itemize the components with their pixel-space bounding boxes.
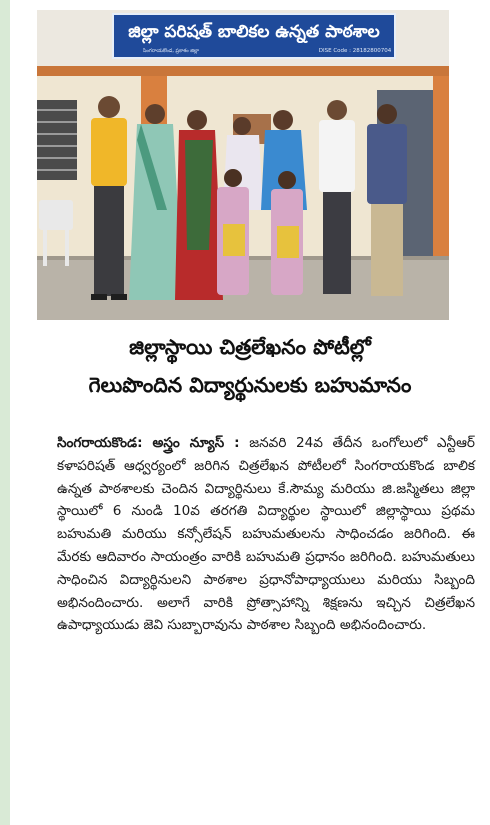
person-figure xyxy=(367,104,407,296)
article-body xyxy=(57,432,475,637)
dateline: సింగరాయకొండ: అస్త్రం న్యూస్ : xyxy=(57,435,240,451)
headline-line-2: గెలుపొందిన విద్యార్థునులకు బహుమానం xyxy=(88,373,412,397)
person-figure xyxy=(91,96,127,300)
page-margin-strip xyxy=(0,0,10,825)
headline-line-1: జిల్లాస్థాయి చిత్రలేఖనం పోటీల్లో xyxy=(129,335,371,359)
school-sign-text: జిల్లా పరిషత్ బాలికల ఉన్నత పాఠశాల xyxy=(128,22,380,42)
article-paragraph: జనవరి 24వ తేదీన ఒంగోలులో ఎన్టీఆర్ కళాపరిషత్ ఆధ్వర్యంలో జరిగిన చిత్రలేఖన పోటీలలో సింగరాయకొండ బాలిక ఉన్నత పాఠశాలకు చెందిన విద్యార్థినులు కే.సౌమ్య మరియు జి.జస్మితలు జిల్లా స్థాయిలో 6 నుండి 10వ తరగతి విద్యార్థుల స్థాయిలో జిల్లాస్థాయి ప్రథమ బహుమతి మరియు కన్సోలేషన్ బహుమతులను సాధించడం జరిగింది. ఈ మేరకు ఆదివారం సాయంత్రం వారికి బహుమతి ప్రధానం జరిగింది. బహుమతులు సాధించిన విద్యార్థినులని పాఠశాల ప్రధానోపాధ్యాయులు మరియు సిబ్బంది అభినందించారు. అలాగే వారికి ప్రోత్సాహాన్ని శిక్షణను ఇచ్చిన చిత్రలేఖన ఉపాధ్యాయుడు జెవి సుబ్బారావును పాఠశాల సిబ్బంది అభినందించారు. xyxy=(57,435,475,634)
school-sign-dise-code: DISE Code : 28182800704 xyxy=(318,48,392,54)
person-figure xyxy=(319,100,355,294)
news-photo xyxy=(37,10,449,320)
student-figure xyxy=(217,169,249,295)
student-figure xyxy=(271,171,303,295)
school-sign-subline: సింగరాయకొండ, ప్రకాశం జిల్లా xyxy=(142,48,200,54)
